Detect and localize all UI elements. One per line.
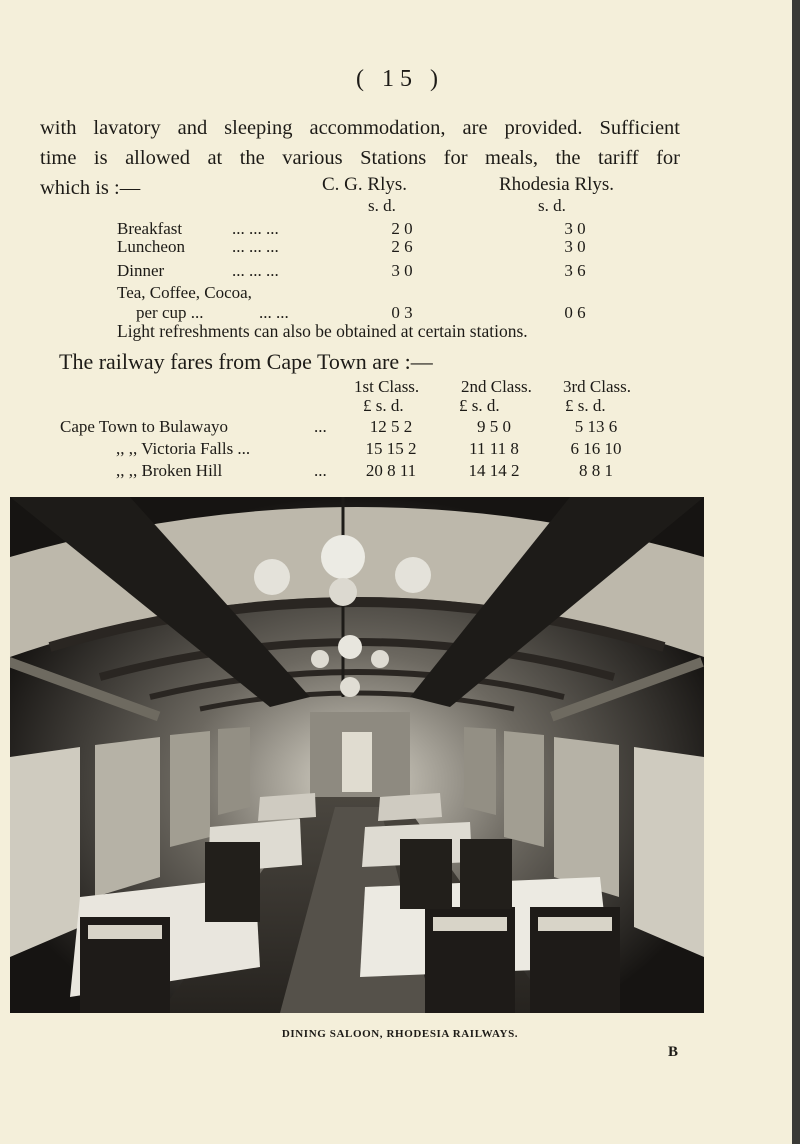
tariff-leader: ... ... <box>259 303 289 322</box>
intro-line: time is allowed at the various Stations for meals, the tariff for <box>40 147 680 169</box>
tariff-leader: ... ... ... <box>232 219 279 238</box>
fares-leader: ... <box>314 417 327 436</box>
tariff-col1-title: C. G. Rlys. <box>322 174 407 195</box>
tariff-unit-label: s. d. <box>368 196 396 215</box>
tariff-cg-price: 0 3 <box>391 303 413 322</box>
fares-units: £ s. d. <box>459 396 500 415</box>
tariff-item: Breakfast <box>117 219 183 238</box>
tariff-item: Tea, Coffee, Cocoa, <box>117 283 252 302</box>
fares-class-3: 3rd Class. <box>563 377 631 396</box>
fares-class-1: 1st Class. <box>354 377 420 396</box>
tariff-item: per cup ... <box>136 303 204 322</box>
tariff-rh-price: 3 0 <box>564 219 586 238</box>
fares-heading: The railway fares from Cape Town are :— <box>59 349 433 374</box>
tariff-note: Light refreshments can also be obtained at certain stations. <box>117 321 528 341</box>
fares-first-class: 20 8 11 <box>365 461 417 480</box>
fares-units: £ s. d. <box>363 396 404 415</box>
page-spine-edge <box>792 0 800 1144</box>
dining-saloon-photograph <box>10 497 704 1013</box>
page-number: ( 15 ) <box>356 66 444 92</box>
fares-first-class: 15 15 2 <box>365 439 417 458</box>
dining-saloon-illustration <box>10 497 704 1013</box>
fares-first-class: 12 5 2 <box>369 417 413 436</box>
fares-route: Cape Town to Bulawayo <box>60 417 228 436</box>
fares-class-2: 2nd Class. <box>461 377 532 396</box>
tariff-item: Dinner <box>117 261 165 280</box>
tariff-cg-price: 2 0 <box>391 219 413 238</box>
intro-line: with lavatory and sleeping accommodation, are provided. Sufficient <box>40 117 680 139</box>
tariff-col2-title: Rhodesia Rlys. <box>499 174 615 195</box>
fares-route: ,, ,, Broken Hill <box>116 461 223 480</box>
intro-line: which is :— <box>40 177 141 199</box>
tariff-leader: ... ... ... <box>232 237 279 256</box>
tariff-item: Luncheon <box>117 237 185 256</box>
tariff-cg-price: 2 6 <box>391 237 413 256</box>
photo-caption: DINING SALOON, RHODESIA RAILWAYS. <box>281 1028 519 1040</box>
tariff-unit-label: s. d. <box>538 196 566 215</box>
tariff-cg-price: 3 0 <box>391 261 413 280</box>
fares-third-class: 6 16 10 <box>570 439 622 458</box>
fares-leader: ... <box>314 461 327 480</box>
tariff-leader: ... ... ... <box>232 261 279 280</box>
tariff-rh-price: 3 6 <box>564 261 586 280</box>
fares-third-class: 5 13 6 <box>574 417 618 436</box>
tariff-rh-price: 0 6 <box>564 303 586 322</box>
fares-second-class: 14 14 2 <box>468 461 520 480</box>
fares-second-class: 9 5 0 <box>477 417 511 436</box>
fares-route: ,, ,, Victoria Falls ... <box>116 439 251 458</box>
tariff-rh-price: 3 0 <box>564 237 586 256</box>
fares-second-class: 11 11 8 <box>469 439 519 458</box>
signature-mark: B <box>668 1044 679 1060</box>
fares-units: £ s. d. <box>565 396 606 415</box>
fares-third-class: 8 8 1 <box>579 461 613 480</box>
